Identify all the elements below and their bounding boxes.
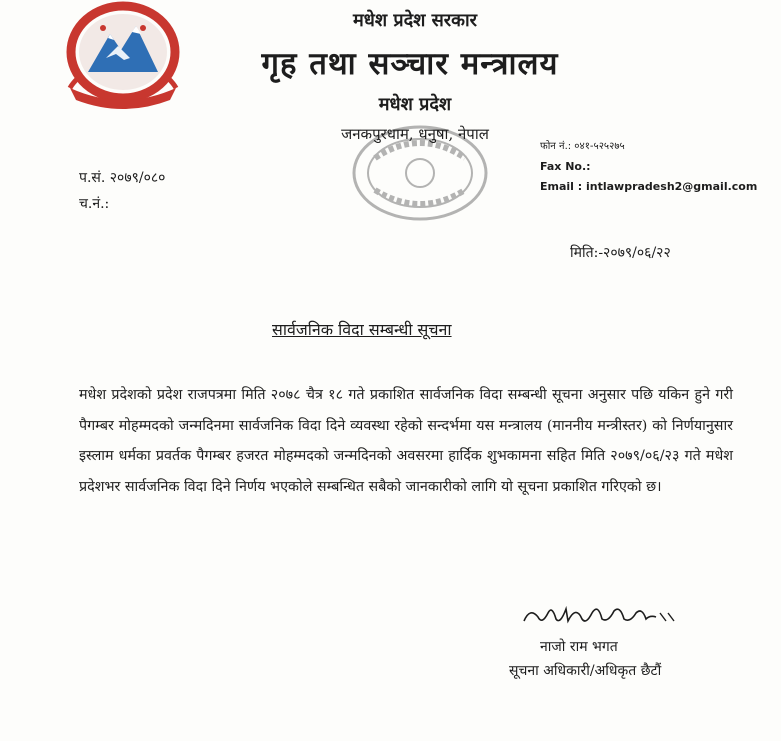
notice-subject: सार्वजनिक विदा सम्बन्धी सूचना <box>272 320 452 339</box>
signatory-name: नाजो राम भगत <box>540 639 618 655</box>
ministry-name: गृह तथा सञ्चार मन्त्रालय <box>261 46 559 82</box>
letter-reference-number: प.सं. २०७९/०८० <box>79 170 166 186</box>
handwritten-signature-icon <box>520 595 680 633</box>
letter-date: मिति:-२०७९/०६/२२ <box>570 245 671 261</box>
fax-number: Fax No.: <box>540 160 591 173</box>
notice-body: मधेश प्रदेशको प्रदेश राजपत्रमा मिति २०७८ चैत्र १८ गते प्रकाशित सार्वजनिक विदा सम्बन्धी सूचना अनुसार पछि यकिन हुने गरी पैगम्बर मोहम्मदको जन्मदिनमा सार्वजनिक विदा दिने व्यवस्था रहेको सन्दर्भमा यस मन्त्रालय (माननीय मन्त्रीस्तर) को निर्णयानुसार इस्लाम धर्मका प्रवर्तक पैगम्बर हजरत मोहम्मदको जन्मदिनको अवसरमा हार्दिक शुभकामना सहित मिति २०७९/०६/२३ गते मधेश प्रदेशभर सार्वजनिक विदा दिने निर्णय भएकोले सम्बन्धित सबैको जानकारीको लागि यो सूचना प्रकाशित गरिएको छ। <box>79 387 733 495</box>
province-name: मधेश प्रदेश <box>378 94 452 115</box>
government-name: मधेश प्रदेश सरकार <box>352 10 478 31</box>
phone-number: फोन नं.: ०४१-५२५२७५ <box>540 141 625 152</box>
signatory-title: सूचना अधिकारी/अधिकृत छैटौं <box>509 663 662 679</box>
office-address: जनकपुरधाम, धनुषा, नेपाल <box>341 125 489 143</box>
nepal-emblem-icon <box>58 0 188 112</box>
email-address: Email : intlawpradesh2@gmail.com <box>540 180 758 193</box>
dispatch-number: च.नं.: <box>79 196 110 212</box>
